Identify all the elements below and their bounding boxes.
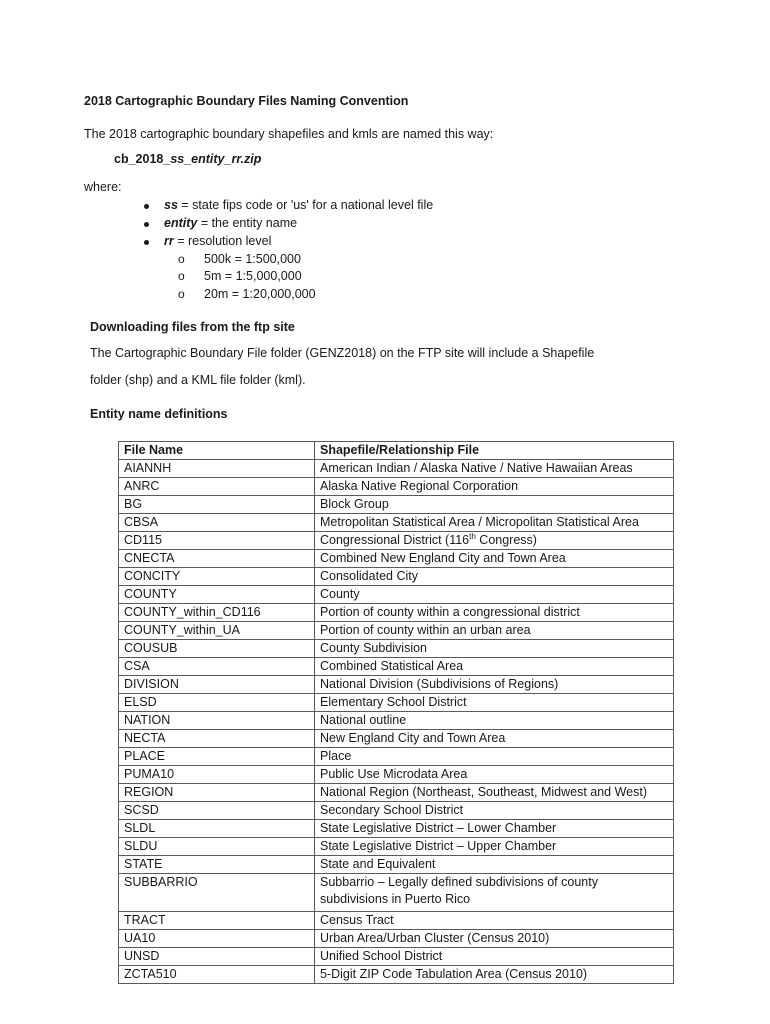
hollow-bullet-icon: o [178,287,185,301]
shapefile-description-cell: State Legislative District – Lower Chamber [315,820,674,838]
column-header-file-name: File Name [119,442,315,460]
table-row [119,802,674,820]
resolution-text: 20m = 1:20,000,000 [204,287,316,301]
resolution-text: 500k = 1:500,000 [204,252,301,266]
table-row [119,838,674,856]
table-row [119,460,674,478]
bullet-term: rr [164,234,174,248]
table-row [119,930,674,948]
shapefile-description-cell: County [315,586,674,604]
file-name-cell: SLDL [119,820,315,838]
file-name-cell: STATE [119,856,315,874]
shapefile-description-cell: Portion of county within an urban area [315,622,674,640]
shapefile-description-cell: County Subdivision [315,640,674,658]
shapefile-description-cell: New England City and Town Area [315,730,674,748]
file-name-cell: COUNTY [119,586,315,604]
file-name-cell: ZCTA510 [119,966,315,984]
table-row [119,784,674,802]
file-name-cell: TRACT [119,912,315,930]
shapefile-description-cell: National Region (Northeast, Southeast, Midwest and West) [315,784,674,802]
table-row [119,550,674,568]
table-row [119,532,674,550]
bullet-definition: = state fips code or 'us' for a national level file [177,198,434,212]
entity-definitions-heading: Entity name definitions [90,407,228,421]
file-name-cell: NATION [119,712,315,730]
ftp-description-line-1: The Cartographic Boundary File folder (GENZ2018) on the FTP site will include a Shapefile [90,346,595,360]
file-name-cell: CSA [119,658,315,676]
file-name-cell: ELSD [119,694,315,712]
resolution-text: 5m = 1:5,000,000 [204,269,302,283]
table-row [119,874,674,912]
entity-table-body [119,460,674,984]
table-row [119,496,674,514]
table-row [119,676,674,694]
shapefile-description-cell: State Legislative District – Upper Chamber [315,838,674,856]
table-row [119,730,674,748]
ordinal-superscript: th [469,531,476,541]
shapefile-description-cell: Secondary School District [315,802,674,820]
hollow-bullet-icon: o [178,269,185,283]
bullet-dot-icon [144,204,149,209]
bullet-text [164,234,271,248]
bullet-term: ss [164,198,178,212]
table-row [119,766,674,784]
shapefile-description-cell: Census Tract [315,912,674,930]
column-header-shapefile: Shapefile/Relationship File [315,442,674,460]
table-row [119,514,674,532]
shapefile-description-cell: State and Equivalent [315,856,674,874]
table-row [119,658,674,676]
ftp-section-heading: Downloading files from the ftp site [90,320,295,334]
shapefile-description-cell: Alaska Native Regional Corporation [315,478,674,496]
file-name-cell: CNECTA [119,550,315,568]
shapefile-description-cell: Portion of county within a congressional district [315,604,674,622]
bullet-definition: = the entity name [197,216,298,230]
table-row [119,586,674,604]
shapefile-description-cell: Consolidated City [315,568,674,586]
file-name-cell: UNSD [119,948,315,966]
table-row [119,948,674,966]
file-name-cell: COUNTY_within_UA [119,622,315,640]
table-row [119,604,674,622]
shapefile-description-cell: Urban Area/Urban Cluster (Census 2010) [315,930,674,948]
shapefile-description-cell: Subbarrio – Legally defined subdivisions of county subdivisions in Puerto Rico [315,874,674,912]
filename-pattern [114,152,261,166]
file-name-cell: REGION [119,784,315,802]
shapefile-description-cell: Congressional District (116th Congress) [315,532,674,550]
shapefile-description-cell: 5-Digit ZIP Code Tabulation Area (Census 2010) [315,966,674,984]
file-name-cell: CBSA [119,514,315,532]
table-row [119,694,674,712]
shapefile-description-cell: Block Group [315,496,674,514]
ftp-description-line-2: folder (shp) and a KML file folder (kml). [90,373,306,387]
filename-pattern-prefix: cb_2018_ [114,152,171,166]
intro-text: The 2018 cartographic boundary shapefiles and kmls are named this way: [84,127,494,141]
filename-pattern-variable: ss_entity_rr.zip [170,152,262,166]
file-name-cell: BG [119,496,315,514]
bullet-text [164,198,433,212]
bullet-dot-icon [144,222,149,227]
table-row [119,912,674,930]
shapefile-description-cell: National Division (Subdivisions of Regions) [315,676,674,694]
file-name-cell: PLACE [119,748,315,766]
shapefile-description-cell: Metropolitan Statistical Area / Micropolitan Statistical Area [315,514,674,532]
table-row [119,820,674,838]
shapefile-description-cell: National outline [315,712,674,730]
file-name-cell: DIVISION [119,676,315,694]
table-header-row [119,442,674,460]
where-label: where: [84,180,122,194]
shapefile-description-cell: Elementary School District [315,694,674,712]
file-name-cell: SUBBARRIO [119,874,315,912]
table-row [119,748,674,766]
file-name-cell: CONCITY [119,568,315,586]
table-row [119,622,674,640]
table-row [119,478,674,496]
bullet-text [164,216,297,230]
document-title: 2018 Cartographic Boundary Files Naming Convention [84,94,409,108]
shapefile-description-cell: Combined New England City and Town Area [315,550,674,568]
shapefile-description-cell: Place [315,748,674,766]
table-row [119,966,674,984]
file-name-cell: ANRC [119,478,315,496]
file-name-cell: AIANNH [119,460,315,478]
file-name-cell: PUMA10 [119,766,315,784]
file-name-cell: COUSUB [119,640,315,658]
file-name-cell: NECTA [119,730,315,748]
file-name-cell: COUNTY_within_CD116 [119,604,315,622]
file-name-cell: SCSD [119,802,315,820]
table-row [119,856,674,874]
table-row [119,640,674,658]
bullet-dot-icon [144,240,149,245]
shapefile-description-cell: Combined Statistical Area [315,658,674,676]
bullet-term: entity [164,216,198,230]
table-row [119,568,674,586]
shapefile-description-cell: American Indian / Alaska Native / Native Hawaiian Areas [315,460,674,478]
shapefile-description-cell: Unified School District [315,948,674,966]
hollow-bullet-icon: o [178,252,185,266]
bullet-definition: = resolution level [173,234,272,248]
file-name-cell: UA10 [119,930,315,948]
table-row [119,712,674,730]
shapefile-description-cell: Public Use Microdata Area [315,766,674,784]
file-name-cell: CD115 [119,532,315,550]
file-name-cell: SLDU [119,838,315,856]
entity-definitions-table [118,441,674,984]
